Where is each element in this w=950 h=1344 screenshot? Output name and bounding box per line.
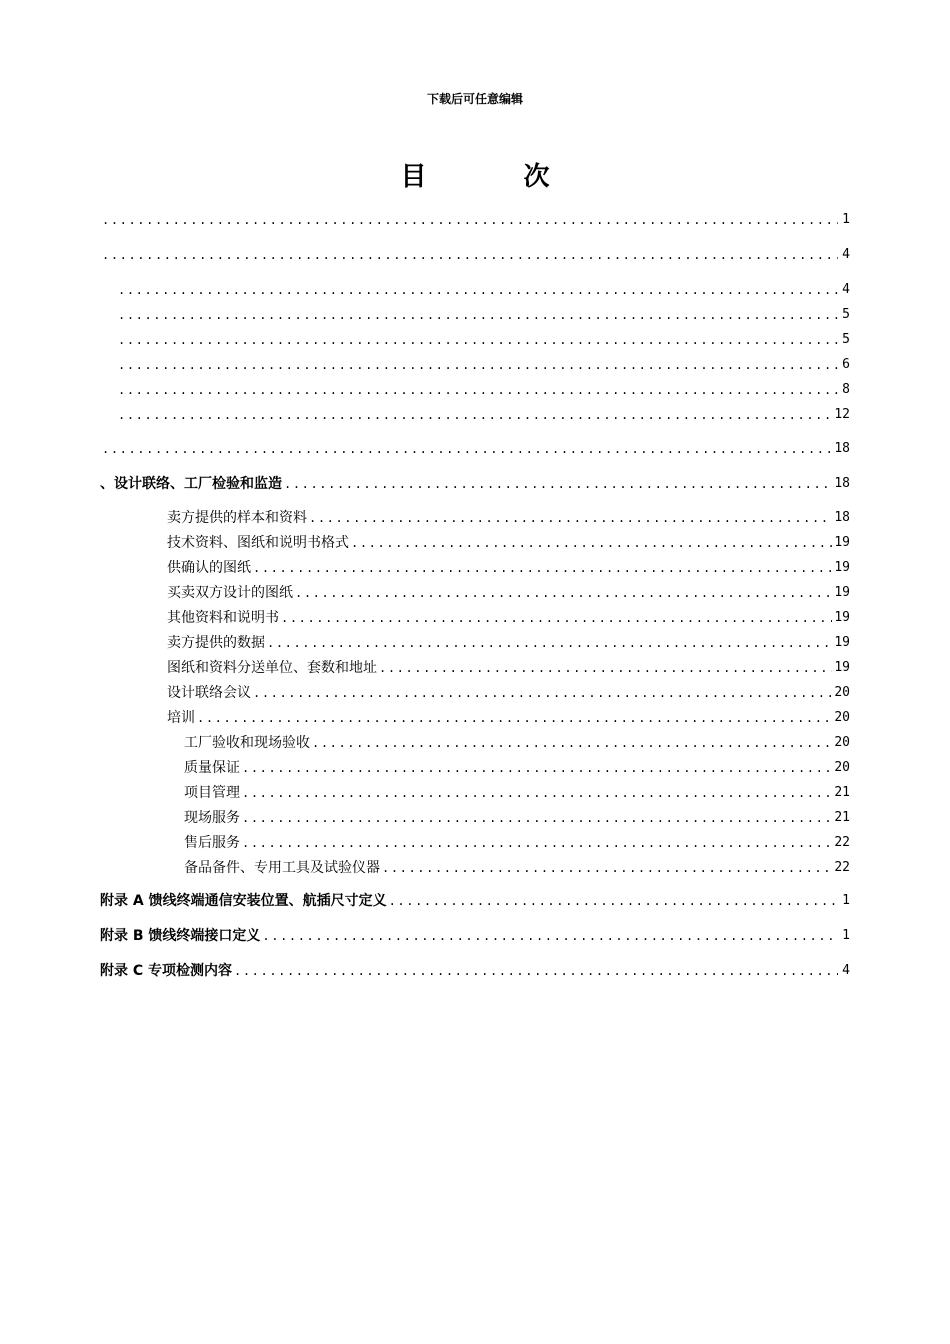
- dot-leader: [118, 380, 838, 400]
- dot-leader: [389, 891, 838, 911]
- toc-entry-page: 21: [834, 785, 850, 800]
- toc-entry-label: 售后服务: [184, 835, 240, 851]
- dot-leader: [253, 558, 832, 578]
- dot-leader: [382, 858, 832, 878]
- toc-entry-page: 20: [834, 685, 850, 700]
- toc-entry-page: 4: [842, 247, 850, 262]
- toc-entry-page: 19: [834, 560, 850, 575]
- toc-entry-label: 供确认的图纸: [167, 560, 251, 576]
- dot-leader: [281, 608, 832, 628]
- toc-entry[interactable]: [184, 808, 850, 828]
- dot-leader: [197, 708, 832, 728]
- toc-entry[interactable]: [100, 891, 850, 911]
- toc-entry[interactable]: [184, 833, 850, 853]
- dot-leader: [242, 808, 832, 828]
- toc-entry[interactable]: [116, 405, 850, 425]
- toc-entry[interactable]: [116, 305, 850, 325]
- dot-leader: [242, 833, 832, 853]
- toc-entry-label: 工厂验收和现场验收: [184, 735, 310, 751]
- toc-entry[interactable]: [184, 783, 850, 803]
- toc-entry-page: 6: [842, 357, 850, 372]
- toc-entry[interactable]: [116, 355, 850, 375]
- toc-entry-page: 5: [842, 307, 850, 322]
- dot-leader: [267, 633, 832, 653]
- toc-entry-page: 19: [834, 610, 850, 625]
- toc-entry-label: 附录 C 专项检测内容: [100, 963, 233, 979]
- toc-entry[interactable]: [100, 210, 850, 230]
- dot-leader: [309, 508, 832, 528]
- dot-leader: [118, 305, 838, 325]
- toc-entry-label: 设计联络会议: [167, 685, 251, 701]
- toc-entry[interactable]: [167, 558, 850, 578]
- toc-entry-label: 技术资料、图纸和说明书格式: [167, 535, 349, 551]
- toc-entry-page: 12: [834, 407, 850, 422]
- dot-leader: [234, 961, 838, 981]
- toc-entry-page: 18: [834, 441, 850, 456]
- toc-entry-label: 附录 B 馈线终端接口定义: [100, 928, 261, 944]
- dot-leader: [253, 683, 832, 703]
- toc-entry-page: 22: [834, 860, 850, 875]
- toc-entry[interactable]: [100, 926, 850, 946]
- toc-entry-label: 项目管理: [184, 785, 240, 801]
- dot-leader: [284, 474, 832, 494]
- toc-entry-page: 20: [834, 710, 850, 725]
- toc-entry[interactable]: [184, 858, 850, 878]
- page-title: 目 次: [400, 162, 594, 192]
- toc-entry-label: 质量保证: [184, 760, 240, 776]
- toc-entry-label: 备品备件、专用工具及试验仪器: [184, 860, 380, 876]
- toc-entry-label: 买卖双方设计的图纸: [167, 585, 293, 601]
- header-note: 下载后可任意编辑: [426, 92, 523, 106]
- toc-entry[interactable]: [167, 608, 850, 628]
- toc-entry-page: 20: [834, 735, 850, 750]
- toc-entry[interactable]: [116, 380, 850, 400]
- toc-entry-label: 培训: [167, 710, 195, 726]
- toc-entry-page: 19: [834, 585, 850, 600]
- toc-entry[interactable]: [184, 733, 850, 753]
- dot-leader: [118, 330, 838, 350]
- dot-leader: [351, 533, 832, 553]
- toc-entry[interactable]: [167, 658, 850, 678]
- dot-leader: [312, 733, 832, 753]
- toc-entry-label: 附录 A 馈线终端通信安装位置、航插尺寸定义: [100, 893, 387, 909]
- toc-entry[interactable]: [167, 583, 850, 603]
- dot-leader: [295, 583, 832, 603]
- toc-entry-page: 1: [842, 928, 850, 943]
- toc-entry[interactable]: [100, 245, 850, 265]
- dot-leader: [102, 439, 832, 459]
- toc-entry-page: 18: [834, 510, 850, 525]
- dot-leader: [379, 658, 832, 678]
- toc-entry-page: 1: [842, 893, 850, 908]
- toc-entry-page: 21: [834, 810, 850, 825]
- toc-entry[interactable]: [100, 474, 850, 494]
- toc-entry[interactable]: [167, 708, 850, 728]
- toc-entry-label: 、设计联络、工厂检验和监造: [100, 476, 282, 492]
- dot-leader: [262, 926, 838, 946]
- toc-entry[interactable]: [184, 758, 850, 778]
- toc-entry[interactable]: [116, 330, 850, 350]
- toc-entry-label: 其他资料和说明书: [167, 610, 279, 626]
- toc-entry[interactable]: [167, 533, 850, 553]
- toc-entry-page: 8: [842, 382, 850, 397]
- toc-entry[interactable]: [100, 439, 850, 459]
- dot-leader: [102, 245, 838, 265]
- dot-leader: [242, 758, 832, 778]
- dot-leader: [242, 783, 832, 803]
- toc-entry-page: 19: [834, 635, 850, 650]
- toc-entry-page: 19: [834, 660, 850, 675]
- dot-leader: [118, 280, 838, 300]
- toc-entry[interactable]: [167, 683, 850, 703]
- toc-entry[interactable]: [167, 508, 850, 528]
- dot-leader: [118, 405, 832, 425]
- toc-entry[interactable]: [100, 961, 850, 981]
- toc-entry[interactable]: [167, 633, 850, 653]
- toc-entry-page: 4: [842, 282, 850, 297]
- dot-leader: [118, 355, 838, 375]
- toc-entry-page: 20: [834, 760, 850, 775]
- toc-entry-page: 22: [834, 835, 850, 850]
- toc-entry-page: 4: [842, 963, 850, 978]
- toc-entry-label: 卖方提供的样本和资料: [167, 510, 307, 526]
- toc-entry-page: 5: [842, 332, 850, 347]
- toc-entry-page: 19: [834, 535, 850, 550]
- toc-entry[interactable]: [116, 280, 850, 300]
- toc-entry-label: 卖方提供的数据: [167, 635, 265, 651]
- toc-entry-label: 现场服务: [184, 810, 240, 826]
- dot-leader: [102, 210, 838, 230]
- toc-entry-page: 1: [842, 212, 850, 227]
- toc-entry-label: 图纸和资料分送单位、套数和地址: [167, 660, 377, 676]
- toc-entry-page: 18: [834, 476, 850, 491]
